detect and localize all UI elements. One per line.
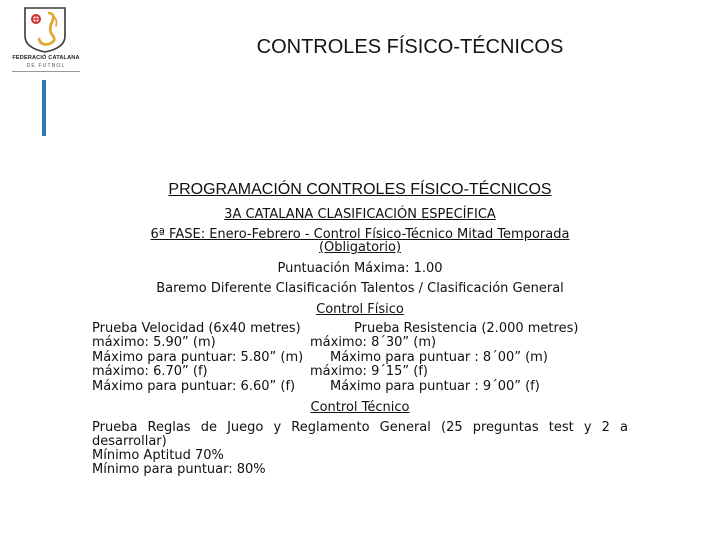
federation-logo: [8, 6, 84, 72]
logo-divider: [12, 71, 80, 72]
baremo-line: Baremo Diferente Clasificación Talentos / Clasificación General: [156, 281, 564, 296]
resistance-score-male: Máximo para puntuar : 8´00” (m): [330, 350, 548, 365]
min-score-line: Mínimo para puntuar: 80%: [92, 462, 266, 477]
rules-test-continuation: desarrollar): [92, 434, 167, 449]
resistance-max-male: máximo: 8´30” (m): [310, 335, 437, 350]
speed-test-label: Prueba Velocidad (6x40 metres): [92, 321, 301, 336]
resistance-test-label: Prueba Resistencia (2.000 metres): [354, 321, 579, 336]
federation-subname: DE FUTBOL: [26, 63, 66, 69]
phase-line: 6ª FASE: Enero-Febrero - Control Físico-Técnico Mitad Temporada: [150, 227, 570, 242]
max-score-line: Puntuación Máxima: 1.00: [277, 261, 443, 276]
page-title: CONTROLES FÍSICO-TÉCNICOS: [256, 36, 564, 58]
speed-score-female: Máximo para puntuar: 6.60” (f): [92, 379, 296, 394]
federation-name: FEDERACIÓ CATALANA: [12, 55, 80, 61]
rules-test-line: Prueba Reglas de Juego y Reglamento General (25 preguntas test y 2 a: [92, 420, 628, 435]
accent-bar: [42, 80, 46, 136]
min-aptitude-line: Mínimo Aptitud 70%: [92, 448, 224, 463]
category-line: 3A CATALANA CLASIFICACIÓN ESPECÍFICA: [224, 207, 496, 222]
technical-control-title: Control Técnico: [310, 400, 410, 415]
speed-max-male: máximo: 5.90” (m): [92, 335, 216, 350]
federation-shield-icon: [22, 6, 68, 54]
resistance-max-female: máximo: 9´15” (f): [310, 364, 428, 379]
speed-score-male: Máximo para puntuar: 5.80” (m): [92, 350, 304, 365]
physical-control-title: Control Físico: [316, 302, 404, 317]
speed-max-female: máximo: 6.70” (f): [92, 364, 208, 379]
resistance-score-female: Máximo para puntuar : 9´00” (f): [330, 379, 540, 394]
mandatory-note: (Obligatorio): [318, 240, 402, 255]
section-heading: PROGRAMACIÓN CONTROLES FÍSICO-TÉCNICOS: [168, 181, 552, 198]
